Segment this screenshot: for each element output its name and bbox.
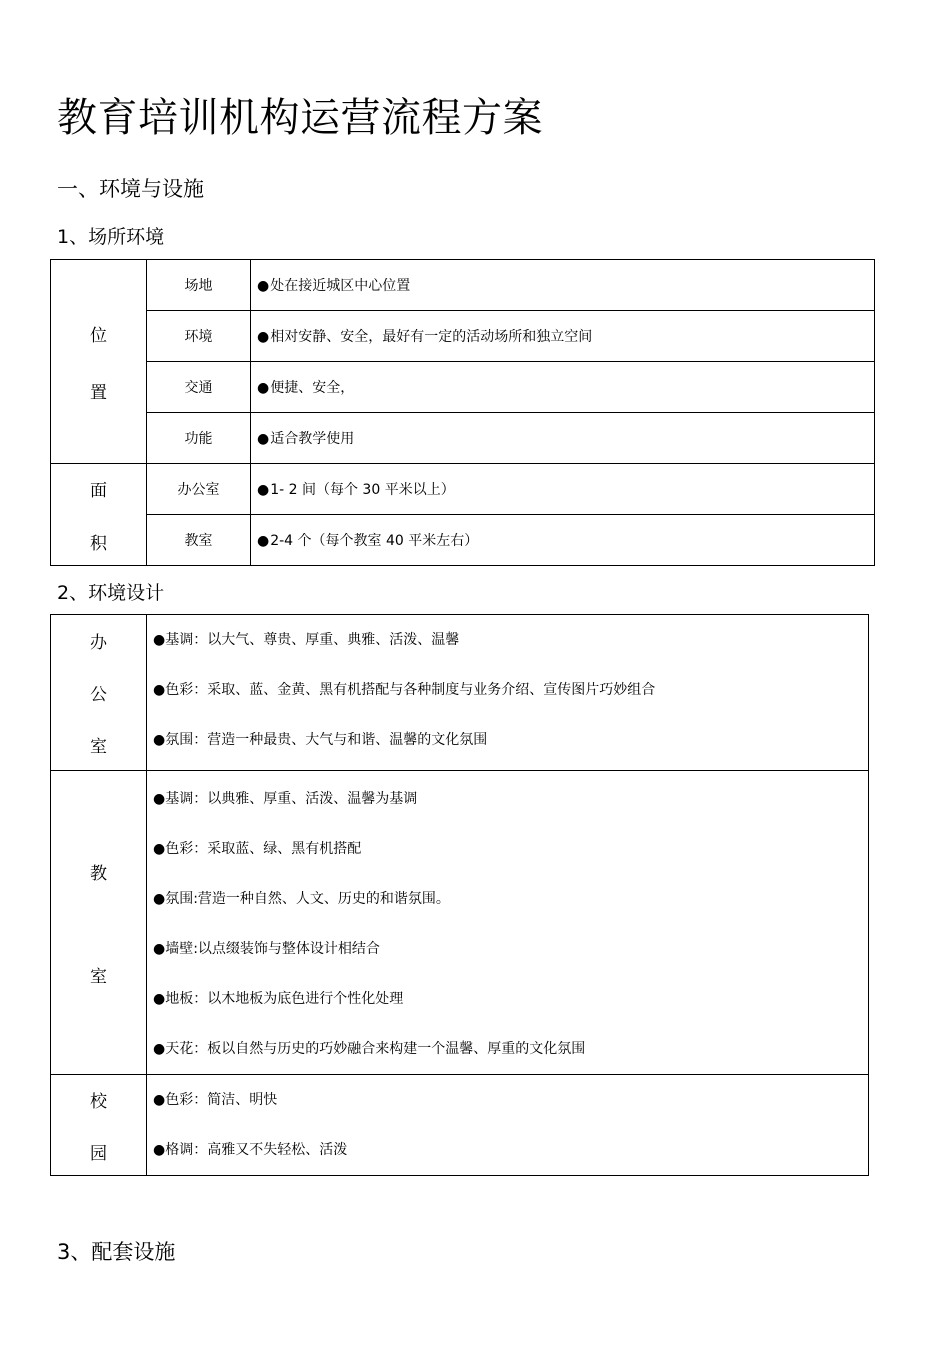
table-row <box>51 464 875 515</box>
row-desc: ●便捷、安全， <box>251 362 875 413</box>
row-desc: ●适合教学使用 <box>251 413 875 464</box>
document-title: 教育培训机构运营流程方案 <box>57 95 543 141</box>
table-row <box>51 515 875 566</box>
group-label-office: 办 公 室 <box>51 615 147 771</box>
list-item: ●格调：高雅又不失轻松、活泼 <box>153 1142 348 1158</box>
list-item: ●氛围:营造一种自然、人文、历史的和谐氛围。 <box>153 891 450 907</box>
row-name: 场地 <box>147 260 251 311</box>
row-name: 教室 <box>147 515 251 566</box>
row-name: 环境 <box>147 311 251 362</box>
subheading-venue-environment: 1、场所环境 <box>57 226 165 248</box>
venue-environment-table <box>50 259 875 566</box>
office-design-list <box>147 615 869 771</box>
list-item: ●天花：板以自然与历史的巧妙融合来构建一个温馨、厚重的文化氛围 <box>153 1041 586 1057</box>
row-desc: ●处在接近城区中心位置 <box>251 260 875 311</box>
table-row <box>51 260 875 311</box>
row-name: 交通 <box>147 362 251 413</box>
row-name: 办公室 <box>147 464 251 515</box>
row-desc: ●1- 2 间（每个 30 平米以上） <box>251 464 875 515</box>
section-heading-environment: 一、环境与设施 <box>57 177 204 201</box>
table-row <box>51 362 875 413</box>
table-row <box>51 311 875 362</box>
environment-design-table <box>50 614 869 1176</box>
table-row <box>51 771 869 1075</box>
row-desc: ●相对安静、安全，最好有一定的活动场所和独立空间 <box>251 311 875 362</box>
list-item: ●墙壁:以点缀装饰与整体设计相结合 <box>153 941 380 957</box>
subheading-supporting-facilities: 3、配套设施 <box>57 1240 176 1264</box>
list-item: ●基调：以大气、尊贵、厚重、典雅、活泼、温馨 <box>153 632 460 648</box>
row-name: 功能 <box>147 413 251 464</box>
group-label-classroom: 教 室 <box>51 771 147 1075</box>
list-item: ●基调：以典雅、厚重、活泼、温馨为基调 <box>153 791 418 807</box>
row-desc: ●2-4 个（每个教室 40 平米左右） <box>251 515 875 566</box>
list-item: ●地板：以木地板为底色进行个性化处理 <box>153 991 404 1007</box>
table-row <box>51 413 875 464</box>
subheading-environment-design: 2、环境设计 <box>57 582 165 604</box>
table-row <box>51 615 869 771</box>
list-item: ●色彩：简洁、明快 <box>153 1092 278 1108</box>
table-row <box>51 1075 869 1176</box>
group-label-area: 面 积 <box>51 464 147 566</box>
classroom-design-list <box>147 771 869 1075</box>
group-label-campus: 校 园 <box>51 1075 147 1176</box>
list-item: ●色彩：采取、蓝、金黄、黑有机搭配与各种制度与业务介绍、宣传图片巧妙组合 <box>153 682 656 698</box>
group-label-location: 位 置 <box>51 260 147 464</box>
list-item: ●氛围：营造一种最贵、大气与和谐、温馨的文化氛围 <box>153 732 488 748</box>
list-item: ●色彩：采取蓝、绿、黑有机搭配 <box>153 841 362 857</box>
campus-design-list <box>147 1075 869 1176</box>
